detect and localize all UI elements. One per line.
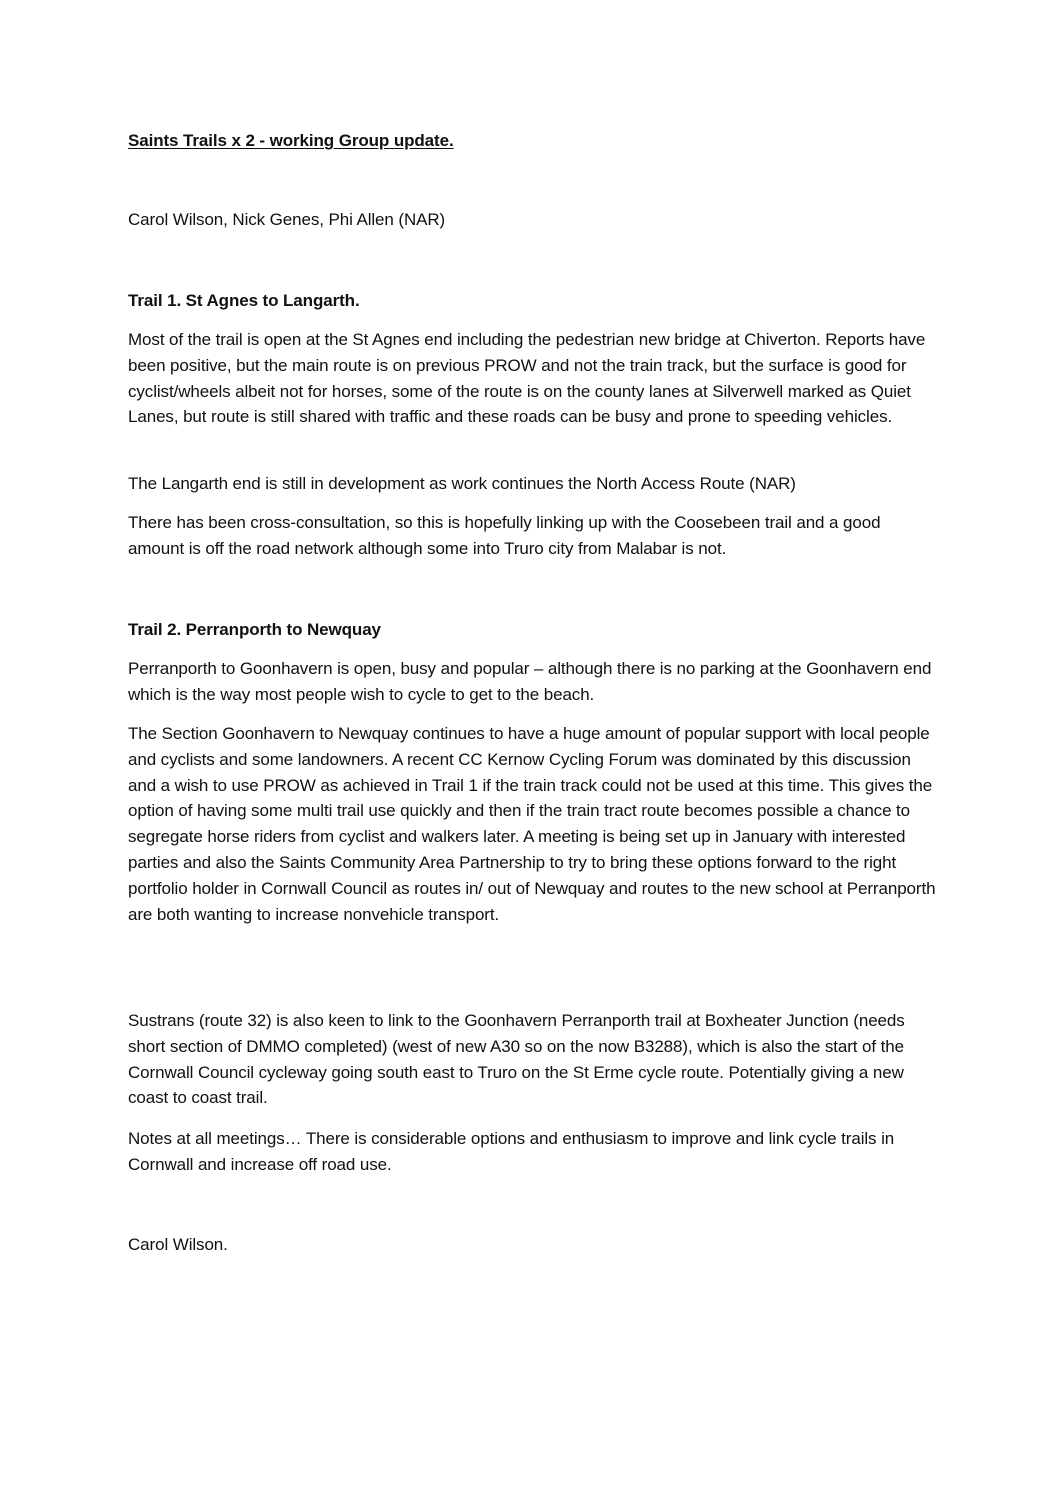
trail2-paragraph-2: The Section Goonhavern to Newquay continues to have a huge amount of popular support with local people and cyclists and some landowners. A recent CC Kernow Cycling Forum was dominated by this discussion and a wish to use PROW as achieved in Trail 1 if the train track could not be used at this time. This gives the option of having some multi trail use quickly and then if the train tract route becomes possible a chance to segregate horse riders from cyclist and walkers later. A meeting is being set up in January with interested parties and also the Saints Community Area Partnership to try to bring these options forward to the right portfolio holder in Cornwall Council as routes in/ out of Newquay and routes to the new school at Perranporth are both wanting to increase nonvehicle transport. (128, 724, 936, 924)
trail2-paragraph-3: Sustrans (route 32) is also keen to link to the Goonhavern Perranporth trail at Boxheater Junction (needs short section of DMMO completed) (west of new A30 so on the now B3288), which is also the start of the Cornwall Council cycleway going south east to Truro on the St Erme cycle route. Potentially giving a new coast to coast trail. (128, 1011, 905, 1108)
signature: Carol Wilson. (128, 1235, 228, 1254)
trail1-paragraph-3: There has been cross-consultation, so this is hopefully linking up with the Coosebeen trail and a good amount is off the road network although some into Truro city from Malabar is not. (128, 513, 881, 558)
trail1-paragraph-1: Most of the trail is open at the St Agnes end including the pedestrian new bridge at Chiverton. Reports have been positive, but the main route is on previous PROW and not the train track, but the surface is good for cyclist/wheels albeit not for horses, some of the route is on the county lanes at Silverwell marked as Quiet Lanes, but route is still shared with traffic and these roads can be busy and prone to speeding vehicles. (128, 330, 926, 427)
trail1-paragraph-2: The Langarth end is still in development as work continues the North Access Route (NAR) (128, 474, 796, 493)
trail2-heading: Trail 2. Perranporth to Newquay (128, 620, 381, 639)
attendees-line: Carol Wilson, Nick Genes, Phi Allen (NAR) (128, 210, 446, 229)
trail2-paragraph-1: Perranporth to Goonhavern is open, busy and popular – although there is no parking at the Goonhavern end which is the way most people wish to cycle to get to the beach. (128, 659, 932, 704)
trail2-paragraph-4: Notes at all meetings… There is considerable options and enthusiasm to improve and link cycle trails in Cornwall and increase off road use. (128, 1129, 895, 1174)
document-title: Saints Trails x 2 - working Group update. (128, 131, 454, 150)
trail1-heading: Trail 1. St Agnes to Langarth. (128, 291, 360, 310)
